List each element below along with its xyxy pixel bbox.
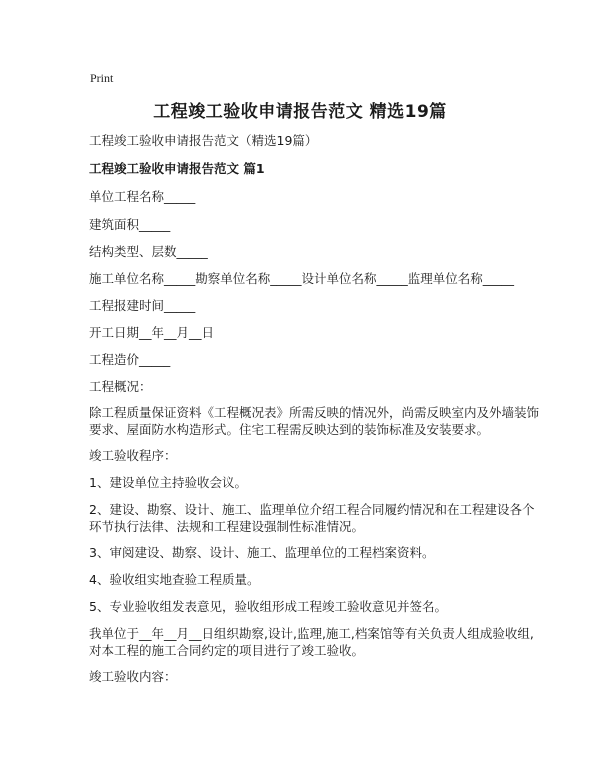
document-subtitle: 工程竣工验收申请报告范文（精选19篇） xyxy=(89,133,318,148)
statement-line-1: 我单位于__年__月__日组织勘察,设计,监理,施工,档案馆等有关负责人组成验收组, xyxy=(89,626,534,641)
field-units: 施工单位名称_____勘察单位名称_____设计单位名称_____监理单位名称_____ xyxy=(89,271,515,286)
overview-line-2: 要求、屋面防水构造形式。住宅工程需反映达到的装饰标准及安装要求。 xyxy=(89,422,490,437)
content-label: 竣工验收内容： xyxy=(89,669,177,684)
step-2-line-2: 环节执行法律、法规和工程建设强制性标准情况。 xyxy=(89,519,365,534)
field-structure-type: 结构类型、层数_____ xyxy=(89,244,208,259)
section-heading: 工程竣工验收申请报告范文 篇1 xyxy=(89,161,265,176)
overview-label: 工程概况： xyxy=(89,379,152,394)
step-3: 3、审阅建设、勘察、设计、施工、监理单位的工程档案资料。 xyxy=(89,545,435,560)
field-start-date: 开工日期__年__月__日 xyxy=(89,325,215,340)
procedure-label: 竣工验收程序： xyxy=(89,448,177,463)
step-1: 1、建设单位主持验收会议。 xyxy=(89,475,247,490)
field-report-time: 工程报建时间_____ xyxy=(89,298,196,313)
print-label: Print xyxy=(90,71,114,85)
field-project-name: 单位工程名称_____ xyxy=(89,189,196,204)
field-cost: 工程造价_____ xyxy=(89,352,171,367)
step-5: 5、专业验收组发表意见，验收组形成工程竣工验收意见并签名。 xyxy=(89,599,447,614)
statement-line-2: 对本工程的施工合同约定的项目进行了竣工验收。 xyxy=(89,643,365,658)
step-2-line-1: 2、建设、勘察、设计、施工、监理单位介绍工程合同履约情况和在工程建设各个 xyxy=(89,502,535,517)
overview-line-1: 除工程质量保证资料《工程概况表》所需反映的情况外，尚需反映室内及外墙装饰 xyxy=(89,405,540,420)
document-title: 工程竣工验收申请报告范文 精选19篇 xyxy=(153,102,447,122)
field-building-area: 建筑面积_____ xyxy=(89,217,171,232)
step-4: 4、验收组实地查验工程质量。 xyxy=(89,572,260,587)
